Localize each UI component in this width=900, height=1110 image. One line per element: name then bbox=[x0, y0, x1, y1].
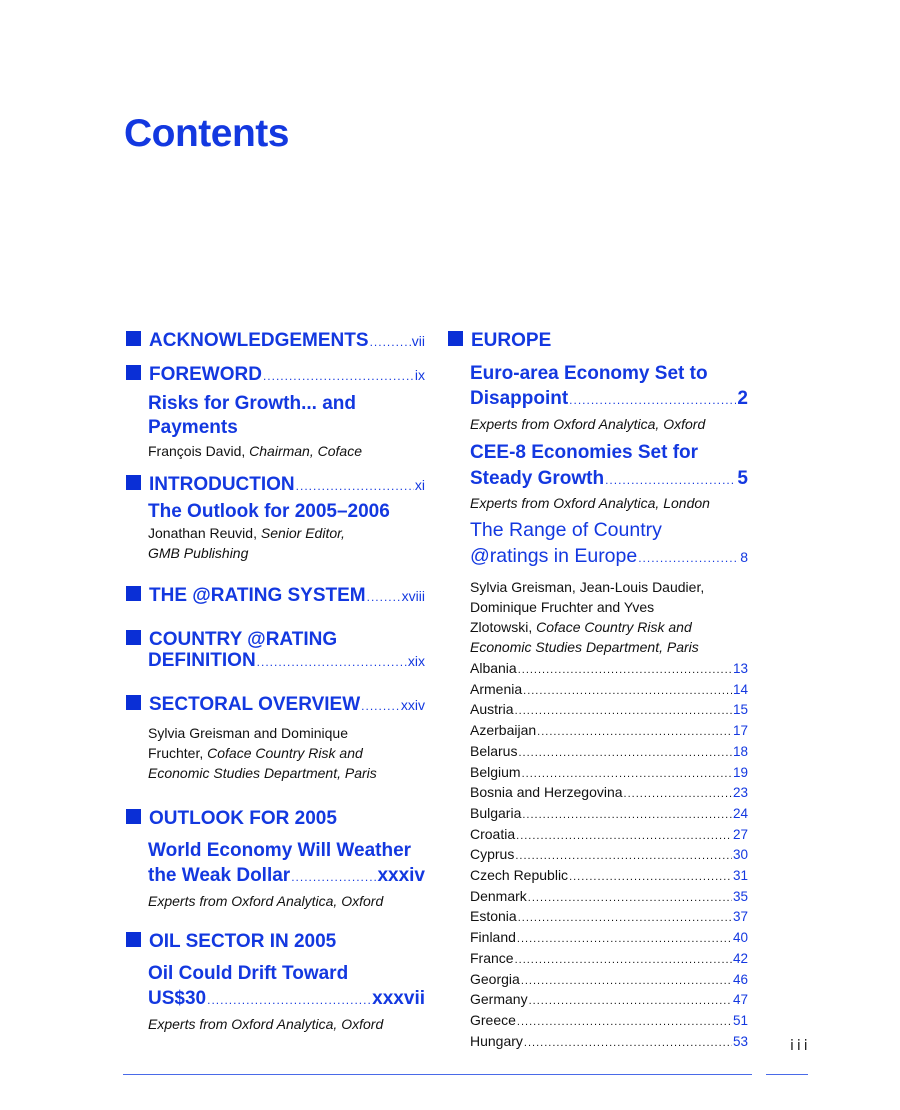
page-ref: xxxiv bbox=[377, 865, 425, 886]
toc-country-estonia[interactable] bbox=[470, 908, 748, 924]
dot-leader bbox=[370, 335, 411, 349]
dot-leader bbox=[522, 768, 732, 780]
section-label: SECTORAL OVERVIEW bbox=[149, 694, 361, 715]
article-author: Experts from Oxford Analytica, Oxford bbox=[470, 416, 706, 432]
page-ref: vii bbox=[411, 333, 425, 349]
article-title-line: @ratings in Europe bbox=[470, 545, 638, 567]
toc-country-croatia[interactable] bbox=[470, 826, 748, 842]
country-name: Croatia bbox=[470, 825, 516, 842]
dot-leader bbox=[515, 850, 732, 862]
toc-country-greece[interactable] bbox=[470, 1012, 748, 1028]
dot-leader bbox=[528, 892, 732, 904]
page-ref: 24 bbox=[732, 805, 748, 821]
country-name: Czech Republic bbox=[470, 867, 569, 883]
dot-leader bbox=[207, 988, 371, 1012]
dot-leader bbox=[517, 1016, 732, 1028]
dot-leader bbox=[367, 590, 401, 604]
footer-rule bbox=[123, 1074, 752, 1075]
country-name: Austria bbox=[470, 701, 514, 718]
toc-country-france[interactable] bbox=[470, 950, 748, 966]
country-name: Greece bbox=[470, 1011, 516, 1028]
article-author: François David, Chairman, Coface bbox=[148, 443, 362, 459]
dot-leader bbox=[518, 747, 732, 759]
country-name: Georgia bbox=[470, 970, 520, 987]
page-ref: 53 bbox=[732, 1033, 748, 1049]
country-name: Hungary bbox=[470, 1032, 523, 1049]
dot-leader bbox=[537, 726, 732, 738]
bullet-square-icon bbox=[126, 586, 141, 601]
country-name: Albania bbox=[470, 660, 517, 676]
page-ref: ix bbox=[414, 367, 425, 383]
page-ref: 40 bbox=[732, 930, 748, 946]
article-title-line: US$30 bbox=[148, 988, 207, 1009]
country-name: Bosnia and Herzegovina bbox=[470, 784, 623, 801]
page-ref: 2 bbox=[737, 388, 748, 409]
section-label: THE @RATING SYSTEM bbox=[149, 585, 366, 606]
toc-europe[interactable] bbox=[448, 330, 551, 352]
toc-country-czech-republic[interactable] bbox=[470, 867, 748, 883]
dot-leader bbox=[638, 545, 739, 571]
section-label: INTRODUCTION bbox=[149, 474, 295, 495]
toc-country-denmark[interactable] bbox=[470, 888, 748, 904]
country-name: Armenia bbox=[470, 680, 523, 697]
dot-leader bbox=[605, 467, 736, 493]
toc-country-georgia[interactable] bbox=[470, 971, 748, 987]
toc-foreword[interactable] bbox=[126, 364, 425, 386]
page-ref: xix bbox=[407, 653, 425, 669]
toc-article-euro-area[interactable] bbox=[470, 361, 748, 413]
country-name: Finland bbox=[470, 929, 516, 946]
section-label: OUTLOOK FOR 2005 bbox=[149, 808, 337, 829]
article-title-line: The Range of Country bbox=[470, 519, 662, 541]
page-ref: 13 bbox=[732, 661, 748, 676]
bullet-square-icon bbox=[126, 365, 141, 380]
page-ref: xi bbox=[414, 477, 425, 493]
dot-leader bbox=[515, 705, 732, 717]
country-name: Estonia bbox=[470, 908, 517, 925]
country-name: France bbox=[470, 949, 514, 966]
page-ref: 31 bbox=[732, 868, 748, 883]
page-ref: 27 bbox=[732, 826, 748, 842]
toc-article-cee8[interactable] bbox=[470, 440, 748, 493]
toc-oil-sector[interactable] bbox=[126, 931, 425, 953]
page-ref: 47 bbox=[732, 992, 748, 1008]
bullet-square-icon bbox=[448, 331, 463, 346]
page-ref: xviii bbox=[401, 588, 425, 604]
dot-leader bbox=[518, 912, 732, 924]
page-ref: 18 bbox=[732, 743, 748, 759]
toc-country-germany[interactable] bbox=[470, 991, 748, 1007]
page-ref: 15 bbox=[732, 702, 748, 718]
dot-leader bbox=[529, 995, 732, 1007]
toc-country-hungary[interactable] bbox=[470, 1033, 748, 1049]
toc-country-azerbaijan[interactable] bbox=[470, 722, 748, 738]
dot-leader bbox=[569, 871, 732, 883]
country-name: Denmark bbox=[470, 887, 527, 904]
article-title-line: Disappoint bbox=[470, 388, 569, 409]
toc-country-bulgaria[interactable] bbox=[470, 805, 748, 821]
article-author: Experts from Oxford Analytica, London bbox=[470, 495, 710, 511]
page-ref: 19 bbox=[732, 764, 748, 780]
bullet-square-icon bbox=[126, 932, 141, 947]
page-ref: 5 bbox=[737, 468, 748, 489]
section-label: DEFINITION bbox=[148, 650, 256, 671]
page-ref: 14 bbox=[732, 681, 748, 697]
dot-leader bbox=[518, 664, 732, 676]
dot-leader bbox=[523, 685, 732, 697]
country-name: Cyprus bbox=[470, 846, 515, 863]
country-name: Azerbaijan bbox=[470, 722, 537, 739]
dot-leader bbox=[257, 655, 407, 669]
toc-country-albania[interactable] bbox=[470, 660, 748, 676]
section-label: EUROPE bbox=[471, 330, 552, 351]
article-title-line: Euro-area Economy Set to bbox=[470, 363, 708, 384]
footer-rule-short bbox=[766, 1074, 808, 1075]
article-author: Experts from Oxford Analytica, Oxford bbox=[148, 893, 384, 909]
article-title-line: Oil Could Drift Toward bbox=[148, 963, 349, 984]
article-title-line: CEE-8 Economies Set for bbox=[470, 442, 699, 463]
bullet-square-icon bbox=[126, 475, 141, 490]
dot-leader bbox=[624, 788, 732, 800]
dot-leader bbox=[524, 1037, 732, 1049]
dot-leader bbox=[522, 809, 732, 821]
page-title: Contents bbox=[124, 112, 289, 155]
page-ref: 35 bbox=[732, 888, 748, 904]
article-title-line: Risks for Growth... and bbox=[148, 393, 356, 414]
toc-article-range-ratings[interactable] bbox=[470, 517, 748, 571]
page-ref: 17 bbox=[732, 723, 748, 739]
article-author: Sylvia Greisman, Jean-Louis Daudier, Dominique Fruchter and Yves Zlotowski, Coface Country Risk and Economic Studies Department, Paris bbox=[470, 579, 705, 655]
toc-rating-definition[interactable] bbox=[126, 629, 425, 651]
page-ref: xxxvii bbox=[372, 988, 425, 1009]
toc-outlook-2005[interactable] bbox=[126, 808, 425, 830]
dot-leader bbox=[516, 830, 732, 842]
bullet-square-icon bbox=[126, 695, 141, 710]
toc-rating-definition-line2[interactable] bbox=[148, 650, 425, 672]
toc-country-finland[interactable] bbox=[470, 929, 748, 945]
bullet-square-icon bbox=[126, 809, 141, 824]
page-ref: xxiv bbox=[400, 697, 425, 713]
section-label: OIL SECTOR IN 2005 bbox=[149, 931, 337, 952]
dot-leader bbox=[291, 865, 376, 889]
dot-leader bbox=[361, 699, 400, 713]
toc-article-outlook-2005-2006[interactable]: The Outlook for 2005–2006 bbox=[148, 501, 390, 522]
dot-leader bbox=[517, 933, 732, 945]
page-ref: 42 bbox=[732, 950, 748, 966]
toc-article-risks[interactable] bbox=[148, 392, 425, 440]
article-author: Experts from Oxford Analytica, Oxford bbox=[148, 1016, 384, 1032]
toc-rating-system[interactable] bbox=[126, 585, 425, 607]
page-ref: 23 bbox=[732, 785, 748, 801]
country-name: Bulgaria bbox=[470, 804, 522, 821]
country-name: Belgium bbox=[470, 763, 521, 780]
dot-leader bbox=[515, 954, 732, 966]
section-label: FOREWORD bbox=[149, 364, 262, 385]
country-name: Belarus bbox=[470, 742, 518, 759]
dot-leader bbox=[296, 479, 414, 493]
page-ref: 37 bbox=[732, 909, 748, 925]
article-author: Sylvia Greisman and Dominique Fruchter, Coface Country Risk and Economic Studies Department, Paris bbox=[148, 725, 377, 781]
country-name: Germany bbox=[470, 991, 528, 1008]
page-ref: 8 bbox=[740, 549, 748, 565]
page-ref: 51 bbox=[732, 1012, 748, 1028]
article-title-line: World Economy Will Weather bbox=[148, 840, 412, 861]
bullet-square-icon bbox=[126, 331, 141, 346]
toc-country-belgium[interactable] bbox=[470, 764, 748, 780]
toc-country-cyprus[interactable] bbox=[470, 846, 748, 862]
toc-acknowledgements[interactable] bbox=[126, 330, 425, 352]
toc-article-oil[interactable] bbox=[148, 962, 425, 1012]
dot-leader bbox=[521, 975, 732, 987]
article-author: Jonathan Reuvid, Senior Editor, GMB Publishing bbox=[148, 525, 345, 561]
toc-introduction[interactable] bbox=[126, 474, 425, 496]
bullet-square-icon bbox=[126, 630, 141, 645]
toc-country-armenia[interactable] bbox=[470, 681, 748, 697]
article-title-line: Steady Growth bbox=[470, 468, 605, 489]
page-ref: 30 bbox=[732, 847, 748, 863]
toc-country-bosnia-and-herzegovina[interactable] bbox=[470, 784, 748, 800]
section-label: ACKNOWLEDGEMENTS bbox=[149, 330, 369, 351]
toc-country-austria[interactable] bbox=[470, 701, 748, 717]
section-label: COUNTRY @RATING bbox=[149, 629, 338, 650]
article-title-line: the Weak Dollar bbox=[148, 865, 291, 886]
toc-country-belarus[interactable] bbox=[470, 743, 748, 759]
page-ref: 46 bbox=[732, 971, 748, 987]
article-title-line: Payments bbox=[148, 417, 238, 438]
page-number: iii bbox=[790, 1038, 811, 1054]
toc-sectoral-overview[interactable] bbox=[126, 694, 425, 716]
toc-article-world-economy[interactable] bbox=[148, 839, 425, 889]
dot-leader bbox=[263, 369, 414, 383]
dot-leader bbox=[569, 388, 736, 413]
